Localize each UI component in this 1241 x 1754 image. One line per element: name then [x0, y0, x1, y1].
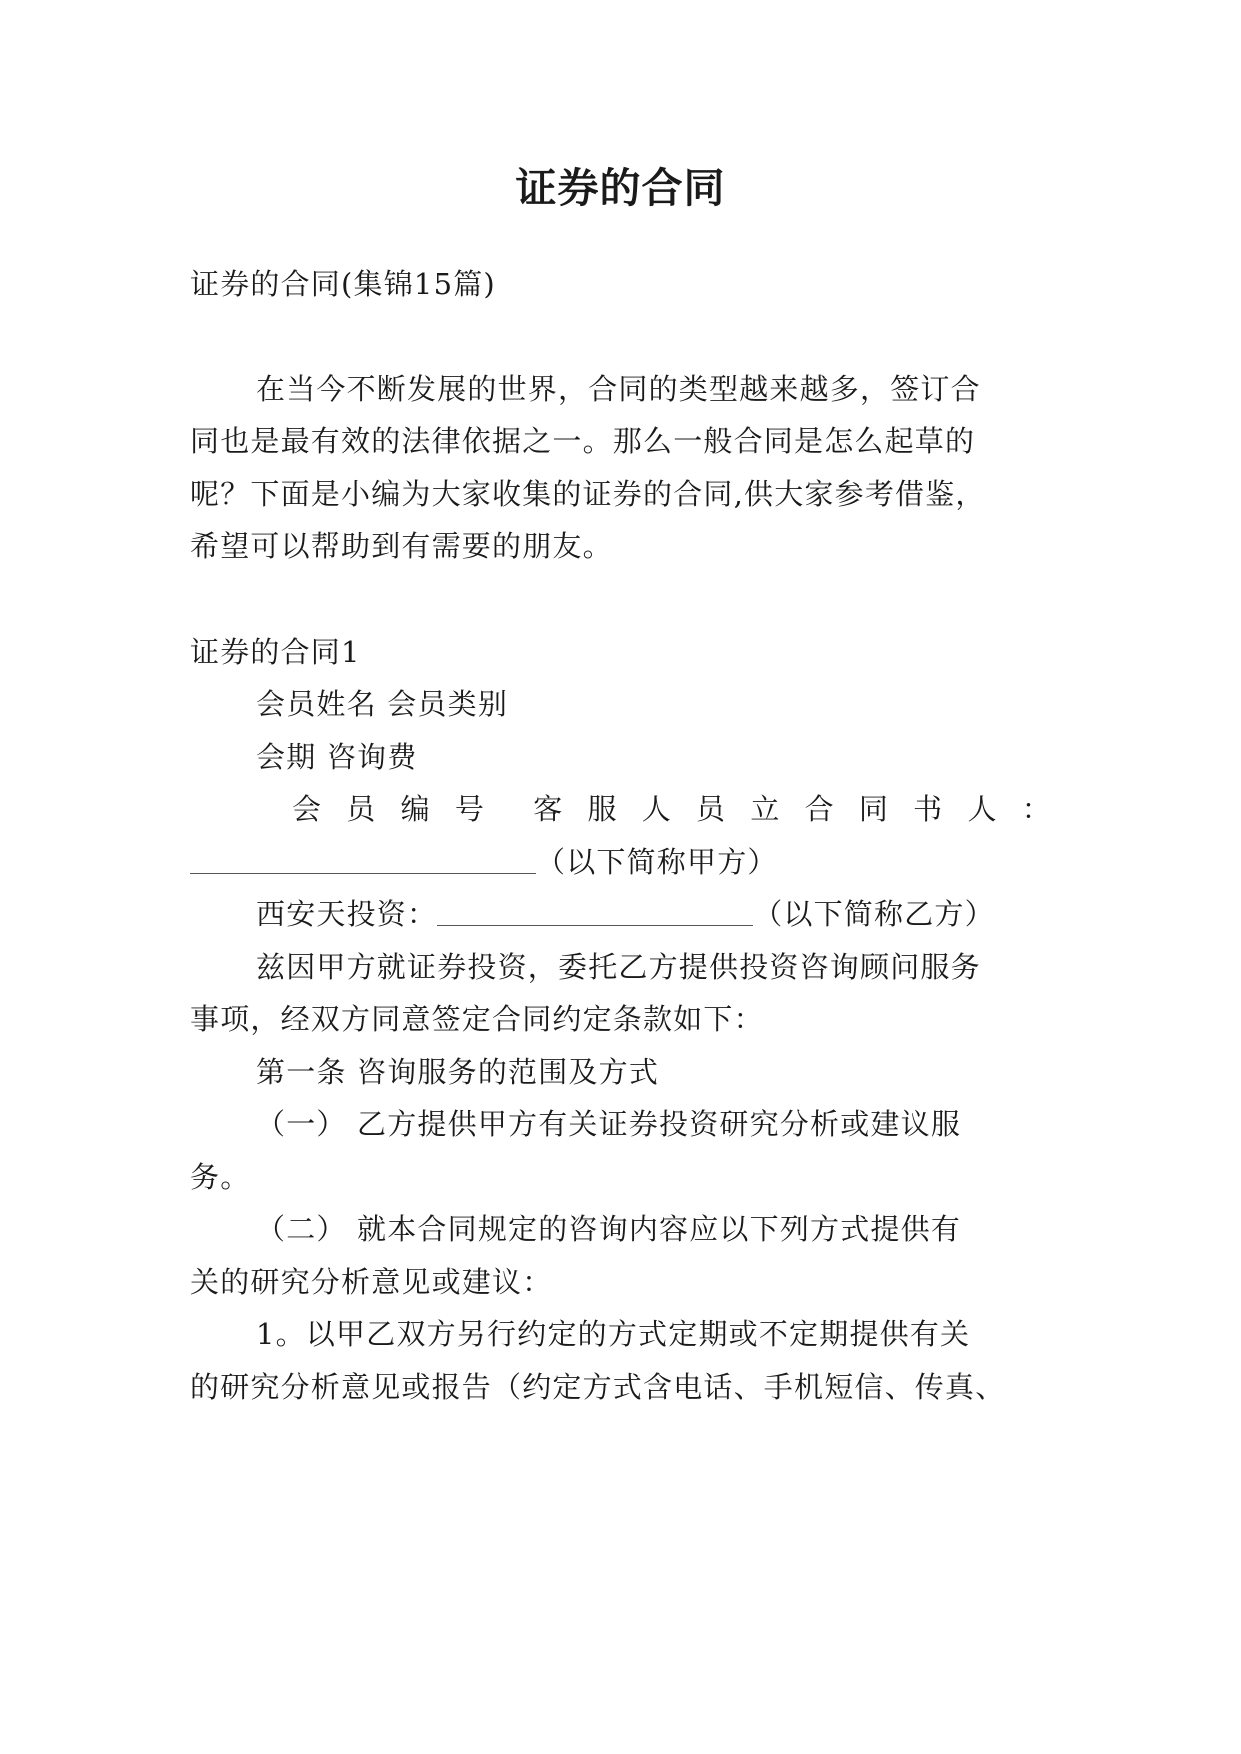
char: 书 [913, 792, 944, 826]
document-subtitle: 证券的合同(集锦15篇) [190, 267, 496, 301]
article-heading: 第一条 咨询服务的范围及方式 [256, 1055, 660, 1089]
char: 员 [696, 792, 727, 826]
intro-line-2: 同也是最有效的法律依据之一。那么一般合同是怎么起草的 [190, 424, 976, 458]
char: 人 [967, 792, 998, 826]
intro-line-4: 希望可以帮助到有需要的朋友。 [190, 529, 613, 563]
party-b-line [190, 894, 1118, 934]
document-title: 证券的合同 [515, 164, 726, 212]
intro-line-1: 在当今不断发展的世界，合同的类型越来越多，签订合 [256, 372, 981, 406]
party-a-blank [190, 843, 536, 874]
char: 同 [858, 792, 890, 826]
char: 编 [400, 792, 431, 826]
section-heading: 证券的合同1 [190, 635, 361, 669]
clause-line: 的研究分析意见或报告（约定方式含电话、手机短信、传真、 [190, 1370, 1006, 1404]
field-row-member-name: 会员姓名 会员类别 [256, 687, 509, 721]
party-a-suffix: （以下简称甲方） [536, 845, 778, 879]
char: ： [1021, 792, 1052, 826]
char: 合 [804, 792, 835, 826]
char: 人 [641, 792, 672, 826]
field-row-period: 会期 咨询费 [256, 740, 418, 774]
party-b-blank [437, 895, 753, 926]
clause-line: （二） 就本合同规定的咨询内容应以下列方式提供有 [256, 1212, 962, 1246]
char: 立 [750, 792, 781, 826]
clause-line: （一） 乙方提供甲方有关证券投资研究分析或建议服 [256, 1107, 962, 1141]
party-b-suffix: （以下简称乙方） [753, 897, 995, 931]
party-b-label: 西安天投资： [256, 897, 438, 931]
paragraph-line: 兹因甲方就证券投资，委托乙方提供投资咨询顾问服务 [256, 950, 981, 984]
char: 会 [292, 792, 323, 826]
char: 号 [454, 792, 486, 826]
field-row-member-number [190, 789, 1052, 829]
char: 服 [587, 792, 618, 826]
clause-line: 关的研究分析意见或建议： [190, 1265, 553, 1299]
clause-line: 1。以甲乙双方另行约定的方式定期或不定期提供有关 [256, 1317, 971, 1351]
party-a-line [190, 842, 1052, 882]
char: 客 [533, 792, 564, 826]
clause-line: 务。 [190, 1160, 251, 1194]
paragraph-line: 事项，经双方同意签定合同约定条款如下： [190, 1002, 764, 1036]
char: 员 [346, 792, 377, 826]
intro-line-3: 呢？下面是小编为大家收集的证券的合同,供大家参考借鉴， [190, 477, 986, 511]
